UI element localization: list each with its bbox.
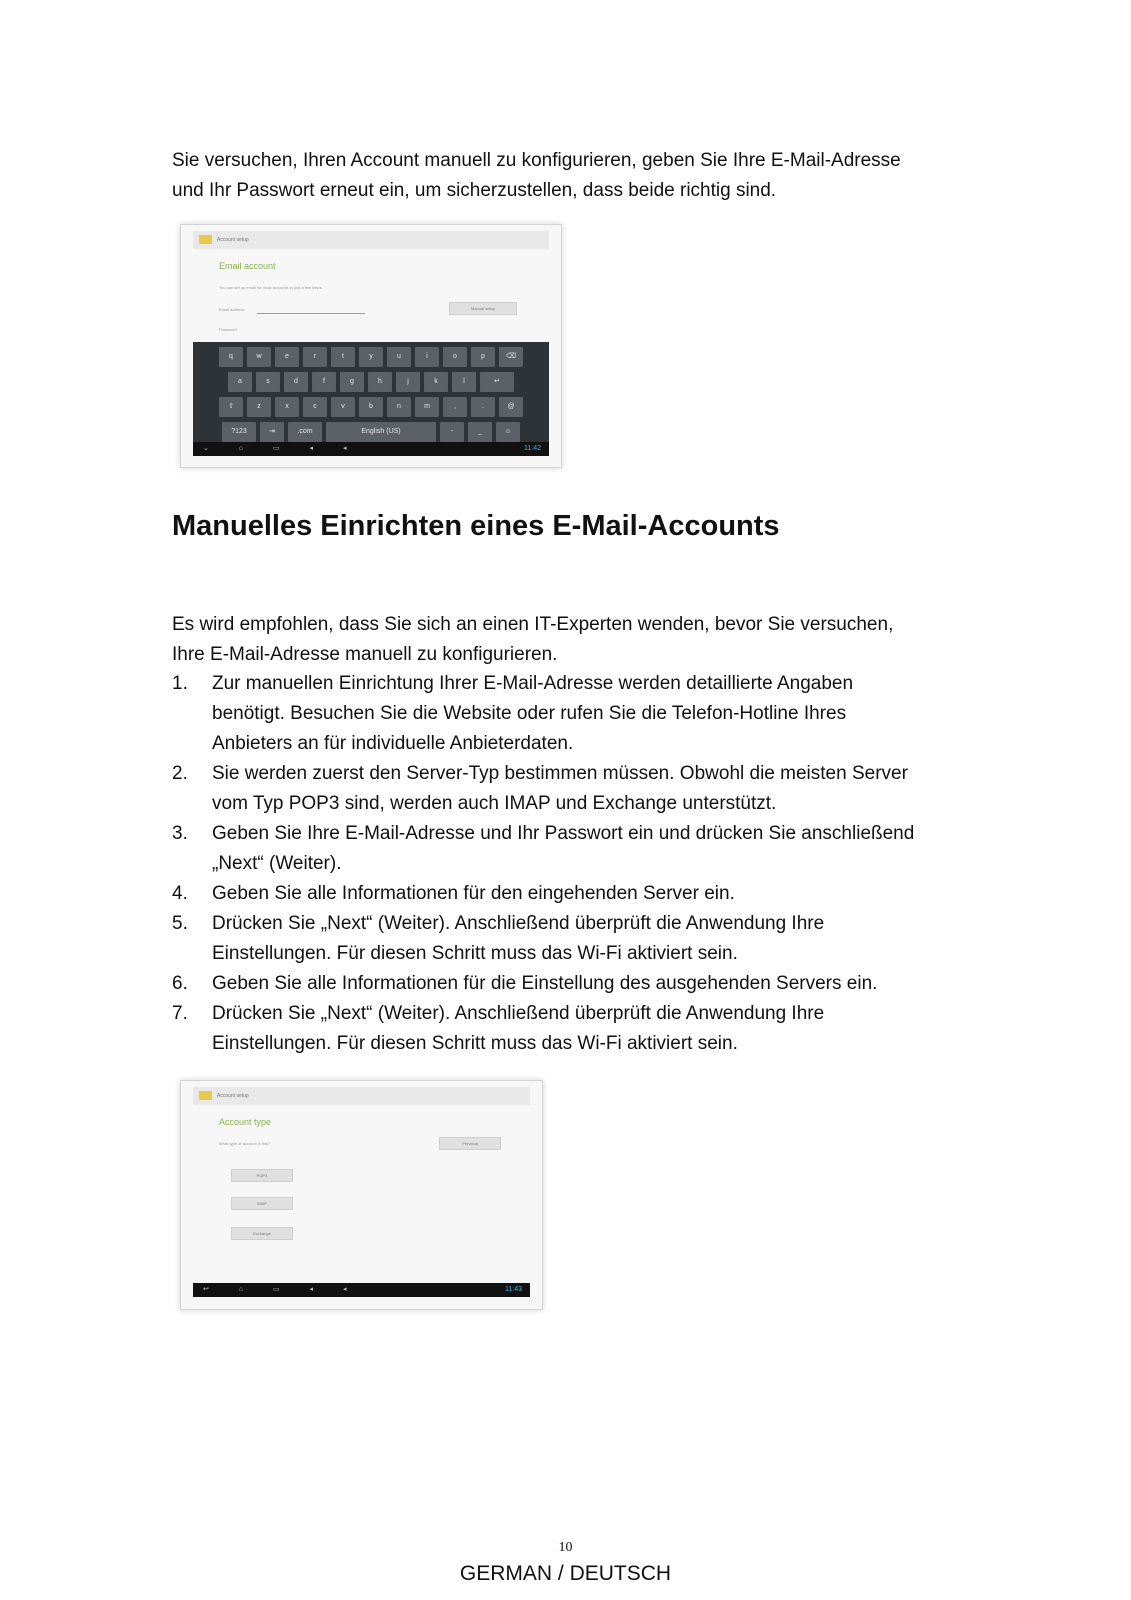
step-item bbox=[172, 879, 972, 909]
screen-title: Account type bbox=[219, 1117, 272, 1127]
step-number: 5. bbox=[172, 913, 188, 934]
step-item bbox=[172, 819, 972, 879]
key[interactable]: z bbox=[247, 397, 271, 417]
key[interactable]: e bbox=[275, 347, 299, 367]
key[interactable]: t bbox=[331, 347, 355, 367]
step-item bbox=[172, 759, 972, 819]
key[interactable]: a bbox=[228, 372, 252, 392]
email-label: Email address bbox=[219, 307, 245, 312]
recommend-line-1: Es wird empfohlen, dass Sie sich an einen IT-Experten wenden, bevor Sie versuchen, bbox=[172, 614, 894, 635]
key[interactable]: m bbox=[415, 397, 439, 417]
key[interactable]: l bbox=[452, 372, 476, 392]
step-line: Geben Sie alle Informationen für den eingehenden Server ein. bbox=[212, 883, 735, 904]
screen-subtitle: You can set up email for most accounts in just a few steps. bbox=[219, 285, 323, 290]
key[interactable]: g bbox=[340, 372, 364, 392]
key[interactable]: u bbox=[387, 347, 411, 367]
exchange-button[interactable]: Exchange bbox=[231, 1227, 293, 1240]
shift-key[interactable]: ⇧ bbox=[219, 397, 243, 417]
key[interactable]: i bbox=[415, 347, 439, 367]
intro-line-2: und Ihr Passwort erneut ein, um sicherzustellen, dass beide richtig sind. bbox=[172, 180, 777, 201]
step-item bbox=[172, 969, 972, 999]
email-input[interactable] bbox=[257, 305, 365, 314]
previous-button[interactable]: Previous bbox=[439, 1137, 501, 1150]
key[interactable]: @ bbox=[499, 397, 523, 417]
password-label: Password bbox=[219, 327, 237, 332]
step-line: vom Typ POP3 sind, werden auch IMAP und Exchange unterstützt. bbox=[212, 793, 777, 814]
dotcom-key[interactable]: .com bbox=[288, 422, 322, 442]
intro-line-1: Sie versuchen, Ihren Account manuell zu konfigurieren, geben Sie Ihre E-Mail-Adresse bbox=[172, 150, 901, 171]
key[interactable]: w bbox=[247, 347, 271, 367]
step-line: benötigt. Besuchen Sie die Website oder rufen Sie die Telefon-Hotline Ihres bbox=[212, 703, 847, 724]
recommend-line-2: Ihre E-Mail-Adresse manuell zu konfigurieren. bbox=[172, 644, 558, 665]
email-app-icon bbox=[199, 1091, 212, 1100]
screenshot-email-account bbox=[180, 224, 562, 468]
step-line: Drücken Sie „Next“ (Weiter). Anschließend überprüft die Anwendung Ihre bbox=[212, 1003, 825, 1024]
step-line: Einstellungen. Für diesen Schritt muss das Wi-Fi aktiviert sein. bbox=[212, 943, 738, 964]
action-bar bbox=[193, 1087, 530, 1105]
key[interactable]: h bbox=[368, 372, 392, 392]
steps-list bbox=[172, 669, 972, 1059]
key[interactable]: n bbox=[387, 397, 411, 417]
manual-setup-button[interactable]: Manual setup bbox=[449, 302, 517, 315]
email-app-icon bbox=[199, 235, 212, 244]
space-key[interactable]: English (US) bbox=[326, 422, 436, 442]
key[interactable]: _ bbox=[468, 422, 492, 442]
key[interactable]: s bbox=[256, 372, 280, 392]
step-number: 4. bbox=[172, 883, 188, 904]
key[interactable]: . bbox=[471, 397, 495, 417]
action-bar bbox=[193, 231, 549, 249]
step-line: Geben Sie Ihre E-Mail-Adresse und Ihr Passwort ein und drücken Sie anschließend bbox=[212, 823, 915, 844]
key[interactable]: f bbox=[312, 372, 336, 392]
step-item bbox=[172, 669, 972, 759]
key[interactable]: d bbox=[284, 372, 308, 392]
key[interactable]: y bbox=[359, 347, 383, 367]
step-number: 7. bbox=[172, 1003, 188, 1024]
key[interactable]: b bbox=[359, 397, 383, 417]
pop3-button[interactable]: POP3 bbox=[231, 1169, 293, 1182]
step-item bbox=[172, 909, 972, 969]
section-heading: Manuelles Einrichten eines E-Mail-Accounts bbox=[172, 510, 780, 542]
action-bar-title: Account setup bbox=[217, 1093, 249, 1099]
key[interactable]: - bbox=[440, 422, 464, 442]
step-number: 2. bbox=[172, 763, 188, 784]
step-number: 1. bbox=[172, 673, 188, 694]
keyboard-row-3 bbox=[197, 397, 545, 417]
step-number: 3. bbox=[172, 823, 188, 844]
symbols-key[interactable]: ?123 bbox=[222, 422, 256, 442]
nav-buttons-icon[interactable]: ⌄ ⌂ ▭ ◂ ◂ bbox=[203, 445, 361, 452]
step-line: Zur manuellen Einrichtung Ihrer E-Mail-Adresse werden detaillierte Angaben bbox=[212, 673, 854, 694]
tab-key[interactable]: ⇥ bbox=[260, 422, 284, 442]
keyboard-row-4 bbox=[197, 422, 545, 442]
intro-paragraph bbox=[172, 146, 972, 206]
key[interactable]: c bbox=[303, 397, 327, 417]
imap-button[interactable]: IMAP bbox=[231, 1197, 293, 1210]
backspace-key[interactable]: ⌫ bbox=[499, 347, 523, 367]
status-clock: 11:42 bbox=[524, 445, 541, 452]
step-line: „Next“ (Weiter). bbox=[212, 853, 342, 874]
action-bar-title: Account setup bbox=[217, 237, 249, 243]
system-navbar bbox=[193, 442, 549, 456]
keyboard-row-2 bbox=[197, 372, 545, 392]
key[interactable]: , bbox=[443, 397, 467, 417]
key[interactable]: x bbox=[275, 397, 299, 417]
step-number: 6. bbox=[172, 973, 188, 994]
screen-title: Email account bbox=[219, 261, 276, 271]
recommendation-paragraph bbox=[172, 610, 972, 670]
step-line: Drücken Sie „Next“ (Weiter). Anschließend überprüft die Anwendung Ihre bbox=[212, 913, 825, 934]
enter-key[interactable]: ↵ bbox=[480, 372, 514, 392]
page-footer: GERMAN / DEUTSCH bbox=[459, 1562, 672, 1585]
step-line: Geben Sie alle Informationen für die Einstellung des ausgehenden Servers ein. bbox=[212, 973, 878, 994]
step-item bbox=[172, 999, 972, 1059]
keyboard-row-1 bbox=[197, 347, 545, 367]
screenshot-account-type bbox=[180, 1080, 543, 1310]
status-clock: 11:43 bbox=[505, 1286, 522, 1293]
step-line: Sie werden zuerst den Server-Typ bestimmen müssen. Obwohl die meisten Server bbox=[212, 763, 908, 784]
emoji-key[interactable]: ☺ bbox=[496, 422, 520, 442]
step-line: Einstellungen. Für diesen Schritt muss das Wi-Fi aktiviert sein. bbox=[212, 1033, 738, 1054]
step-line: Anbieters an für individuelle Anbieterdaten. bbox=[212, 733, 574, 754]
on-screen-keyboard bbox=[193, 342, 549, 456]
key[interactable]: q bbox=[219, 347, 243, 367]
key[interactable]: k bbox=[424, 372, 448, 392]
key[interactable]: v bbox=[331, 397, 355, 417]
key[interactable]: p bbox=[471, 347, 495, 367]
key[interactable]: r bbox=[303, 347, 327, 367]
system-navbar bbox=[193, 1283, 530, 1297]
key[interactable]: o bbox=[443, 347, 467, 367]
key[interactable]: j bbox=[396, 372, 420, 392]
account-type-question: What type of account is this? bbox=[219, 1141, 271, 1146]
nav-buttons-icon[interactable]: ↩ ⌂ ▭ ◂ ◂ bbox=[203, 1286, 361, 1293]
page-number: 10 bbox=[558, 1540, 573, 1555]
